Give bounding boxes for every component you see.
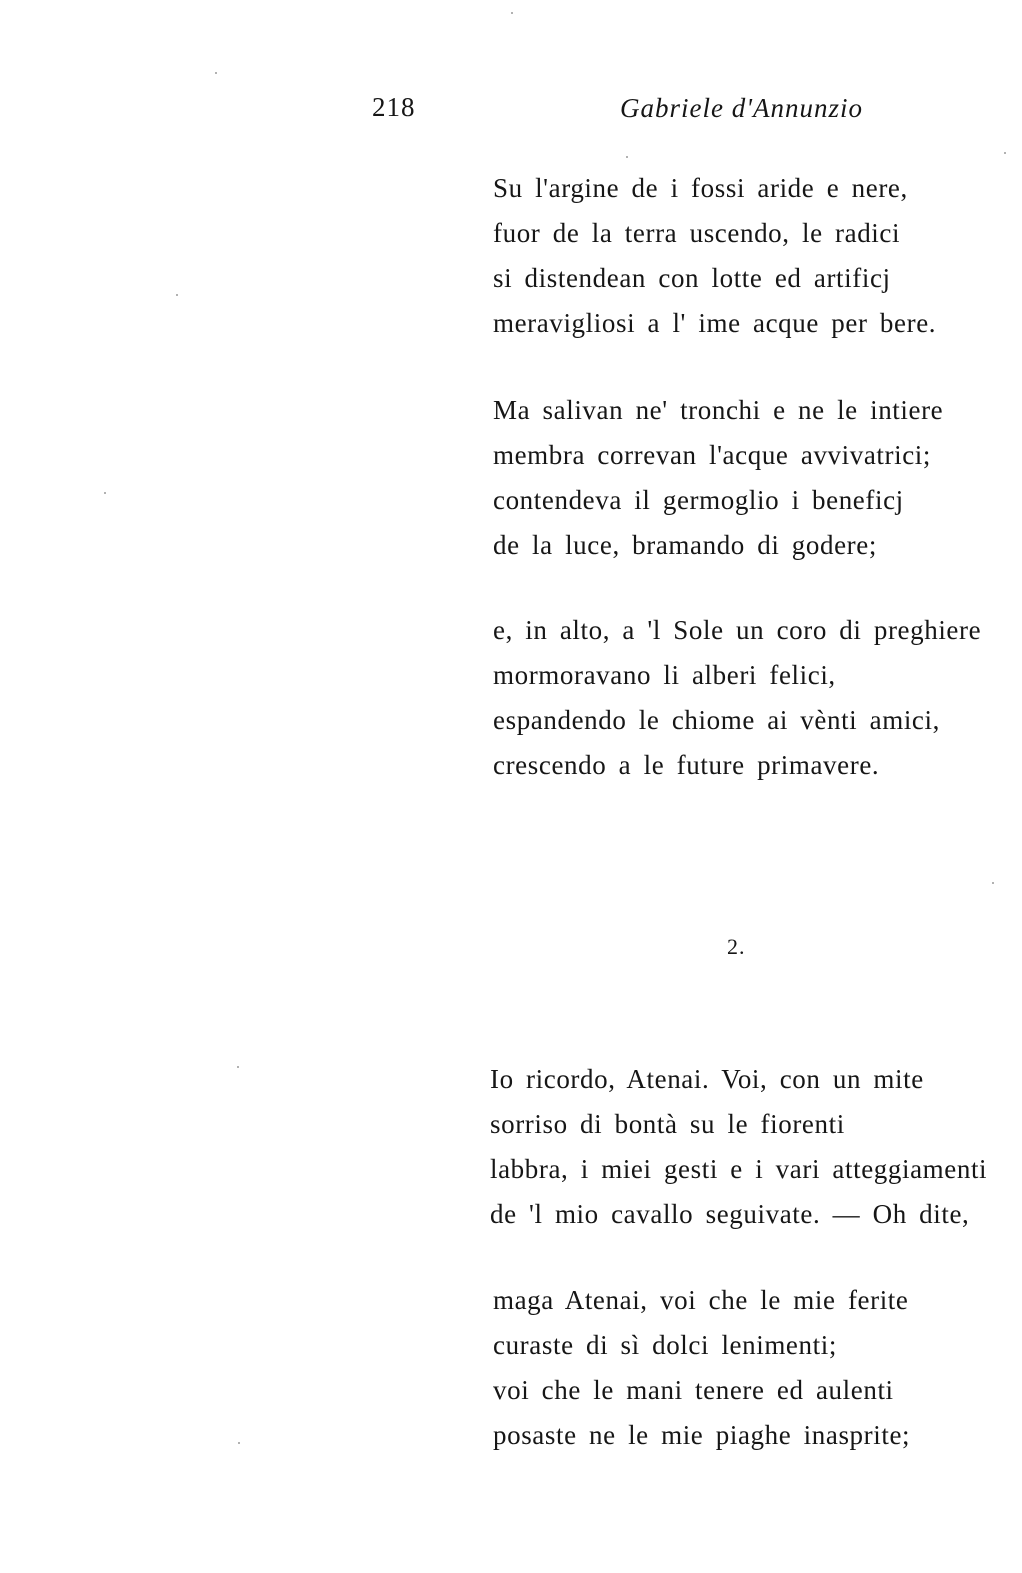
stanza-2	[493, 388, 943, 568]
verse-line: mormoravano li alberi felici,	[493, 660, 836, 690]
section-number: 2.	[727, 934, 746, 959]
verse-line: de la luce, bramando di godere;	[493, 530, 877, 560]
verse-line: Io ricordo, Atenai. Voi, con un mite	[490, 1064, 924, 1094]
stanza-5	[493, 1278, 910, 1458]
page-number: 218	[372, 92, 416, 122]
scan-speck	[237, 1066, 239, 1068]
verse-line: Su l'argine de i fossi aride e nere,	[493, 173, 908, 203]
verse-line: e, in alto, a 'l Sole un coro di preghiere	[493, 615, 982, 645]
verse-line: curaste di sì dolci lenimenti;	[493, 1330, 837, 1360]
verse-line: fuor de la terra uscendo, le radici	[493, 218, 901, 248]
stanza-4	[490, 1057, 987, 1237]
stanza-1	[493, 166, 936, 346]
verse-line: crescendo a le future primavere.	[493, 750, 880, 780]
verse-line: espandendo le chiome ai vènti amici,	[493, 705, 940, 735]
running-title: Gabriele d'Annunzio	[620, 93, 864, 123]
verse-line: si distendean con lotte ed artificj	[493, 263, 891, 293]
scan-speck	[238, 1442, 240, 1444]
scan-speck	[1004, 152, 1006, 154]
scan-speck	[511, 12, 513, 14]
verse-line: membra correvan l'acque avvivatrici;	[493, 440, 932, 470]
verse-line: Ma salivan ne' tronchi e ne le intiere	[493, 395, 944, 425]
verse-line: posaste ne le mie piaghe inasprite;	[493, 1420, 911, 1450]
verse-line: labbra, i miei gesti e i vari atteggiamenti	[490, 1154, 988, 1184]
stanza-3	[493, 608, 981, 788]
verse-line: contendeva il germoglio i beneficj	[493, 485, 904, 515]
scan-speck	[992, 882, 994, 884]
scan-speck	[626, 156, 628, 158]
scan-speck	[104, 492, 106, 494]
verse-line: maga Atenai, voi che le mie ferite	[493, 1285, 909, 1315]
verse-line: sorriso di bontà su le fiorenti	[490, 1109, 845, 1139]
scan-speck	[215, 72, 217, 74]
scan-speck	[176, 294, 178, 296]
verse-line: voi che le mani tenere ed aulenti	[493, 1375, 894, 1405]
verse-line: meravigliosi a l' ime acque per bere.	[493, 308, 937, 338]
verse-line: de 'l mio cavallo seguivate. — Oh dite,	[490, 1199, 970, 1229]
